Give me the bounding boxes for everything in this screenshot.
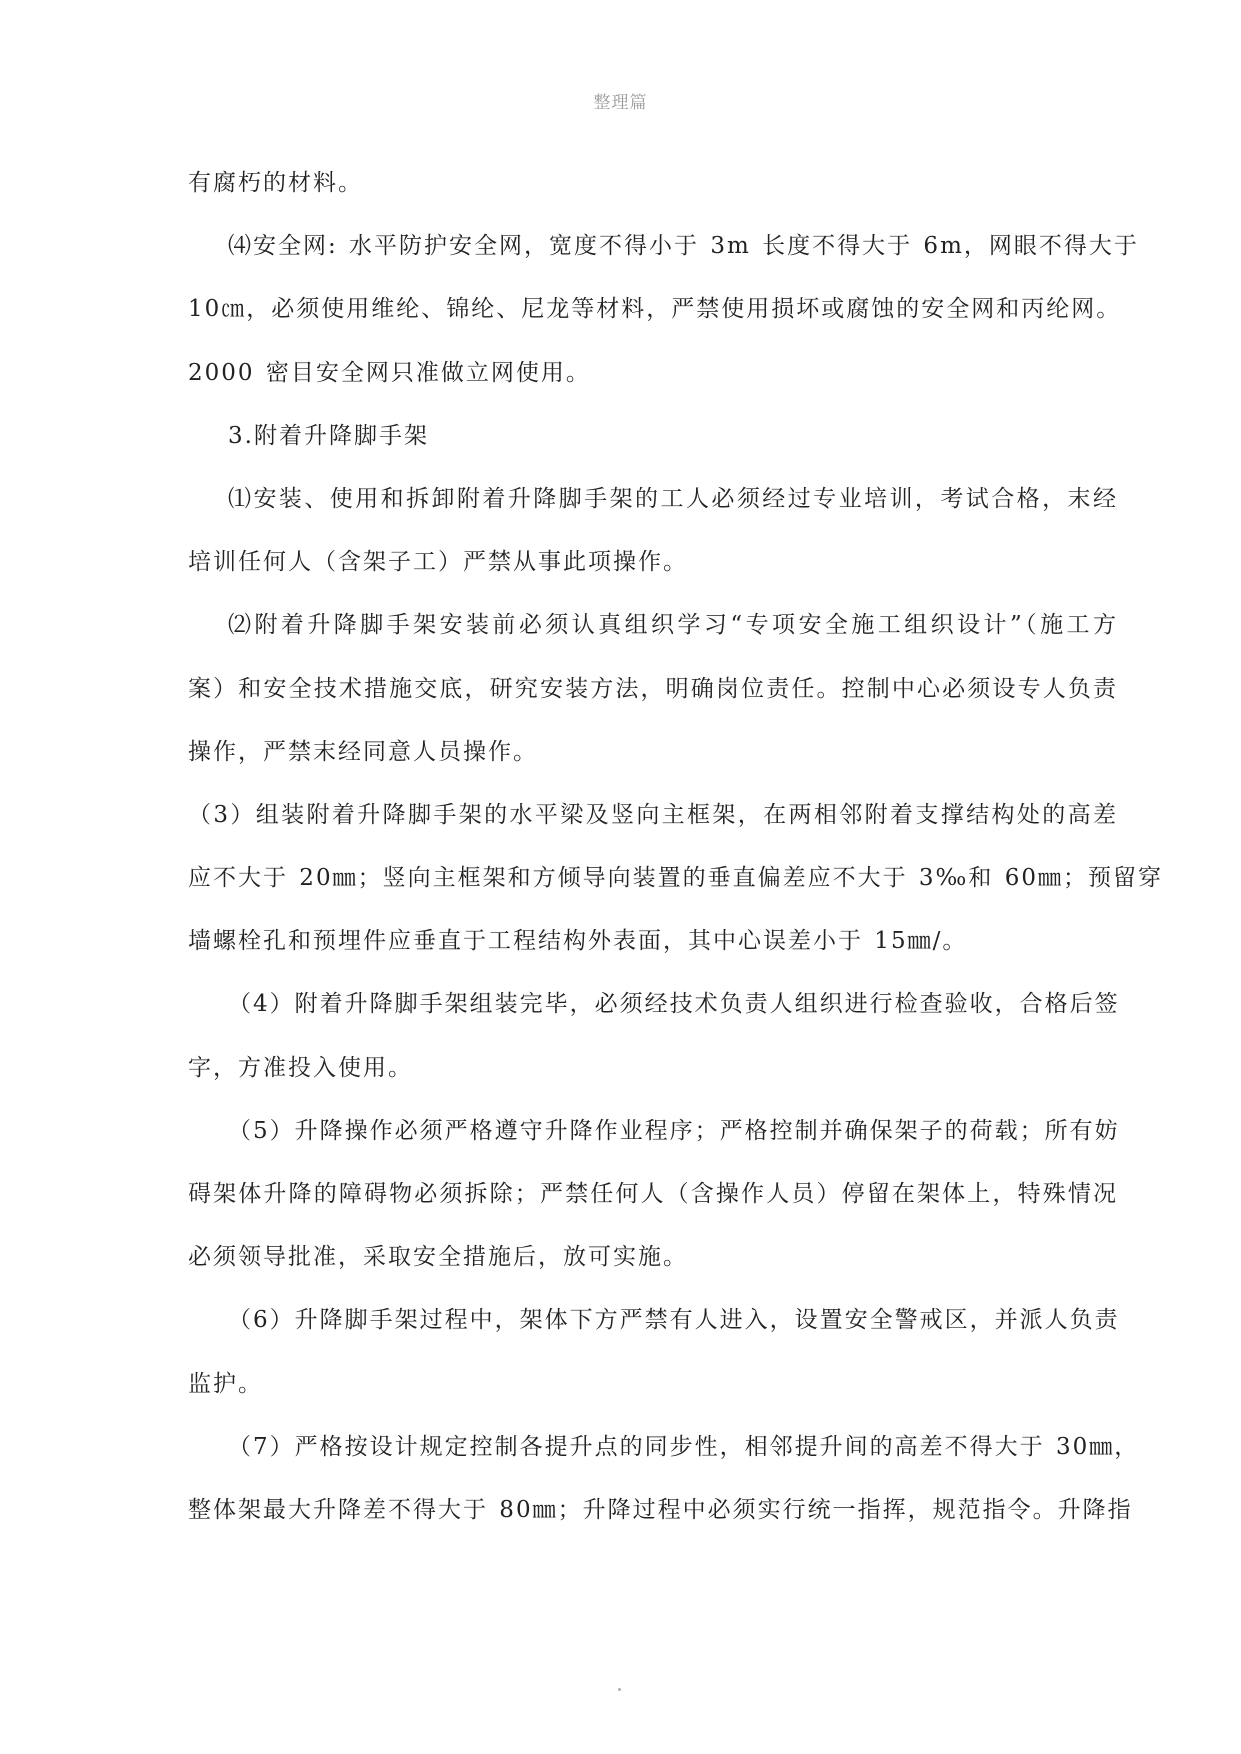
text-line: 有腐朽的材料。 xyxy=(188,170,363,196)
text-line: ⑵附着升降脚手架安装前必须认真组织学习“专项安全施工组织设计”（施工方 xyxy=(228,612,1118,639)
text-line: 字，方准投入使用。 xyxy=(188,1054,413,1081)
text-line: （3）组装附着升降脚手架的水平梁及竖向主框架，在两相邻附着支撑结构处的高差 xyxy=(188,801,1118,828)
text-line: 碍架体升降的障碍物必须拆除；严禁任何人（含操作人员）停留在架体上，特殊情况 xyxy=(188,1181,1118,1207)
text-line: 墙螺栓孔和预埋件应垂直于工程结构外表面，其中心误差小于 15㎜/。 xyxy=(188,928,968,955)
text-line: （6）升降脚手架过程中，架体下方严禁有人进入，设置安全警戒区，并派人负责 xyxy=(228,1307,1120,1334)
text-line: 整体架最大升降差不得大于 80㎜；升降过程中必须实行统一指挥，规范指令。升降指 xyxy=(188,1496,1133,1523)
text-line: 案）和安全技术措施交底，研究安装方法，明确岗位责任。控制中心必须设专人负责 xyxy=(188,675,1118,702)
text-line: （7）严格按设计规定控制各提升点的同步性，相邻提升间的高差不得大于 30㎜， xyxy=(228,1433,1140,1460)
text-line: ⑴安装、使用和拆卸附着升降脚手架的工人必须经过专业培训，考试合格，末经 xyxy=(228,485,1118,512)
text-line: 10㎝，必须使用维纶、锦纶、尼龙等材料，严禁使用损坏或腐蚀的安全网和丙纶网。 xyxy=(188,296,1122,323)
text-line: （5）升降操作必须严格遵守升降作业程序；严格控制并确保架子的荷载；所有妨 xyxy=(228,1117,1120,1144)
text-line: 必须领导批准，采取安全措施后，放可实施。 xyxy=(188,1244,688,1271)
body-text xyxy=(188,163,1163,1553)
text-line: 操作，严禁末经同意人员操作。 xyxy=(188,738,538,765)
text-line: 2000 密目安全网只准做立网使用。 xyxy=(188,359,591,386)
page-header: 整理篇 xyxy=(593,93,648,113)
text-line: 监护。 xyxy=(188,1370,263,1397)
text-line: 培训任何人（含架子工）严禁从事此项操作。 xyxy=(188,549,688,576)
text-line: ⑷安全网: 水平防护安全网，宽度不得小于 3m 长度不得大于 6m，网眼不得大于 xyxy=(228,233,1139,260)
footer-dot xyxy=(618,1688,621,1691)
text-line: 应不大于 20㎜；竖向主框架和方倾导向装置的垂直偏差应不大于 3‰和 60㎜；预留穿 xyxy=(188,865,1163,892)
text-line: （4）附着升降脚手架组装完毕，必须经技术负责人组织进行检查验收，合格后签 xyxy=(228,991,1120,1018)
section-heading: 3.附着升降脚手架 xyxy=(228,422,429,449)
